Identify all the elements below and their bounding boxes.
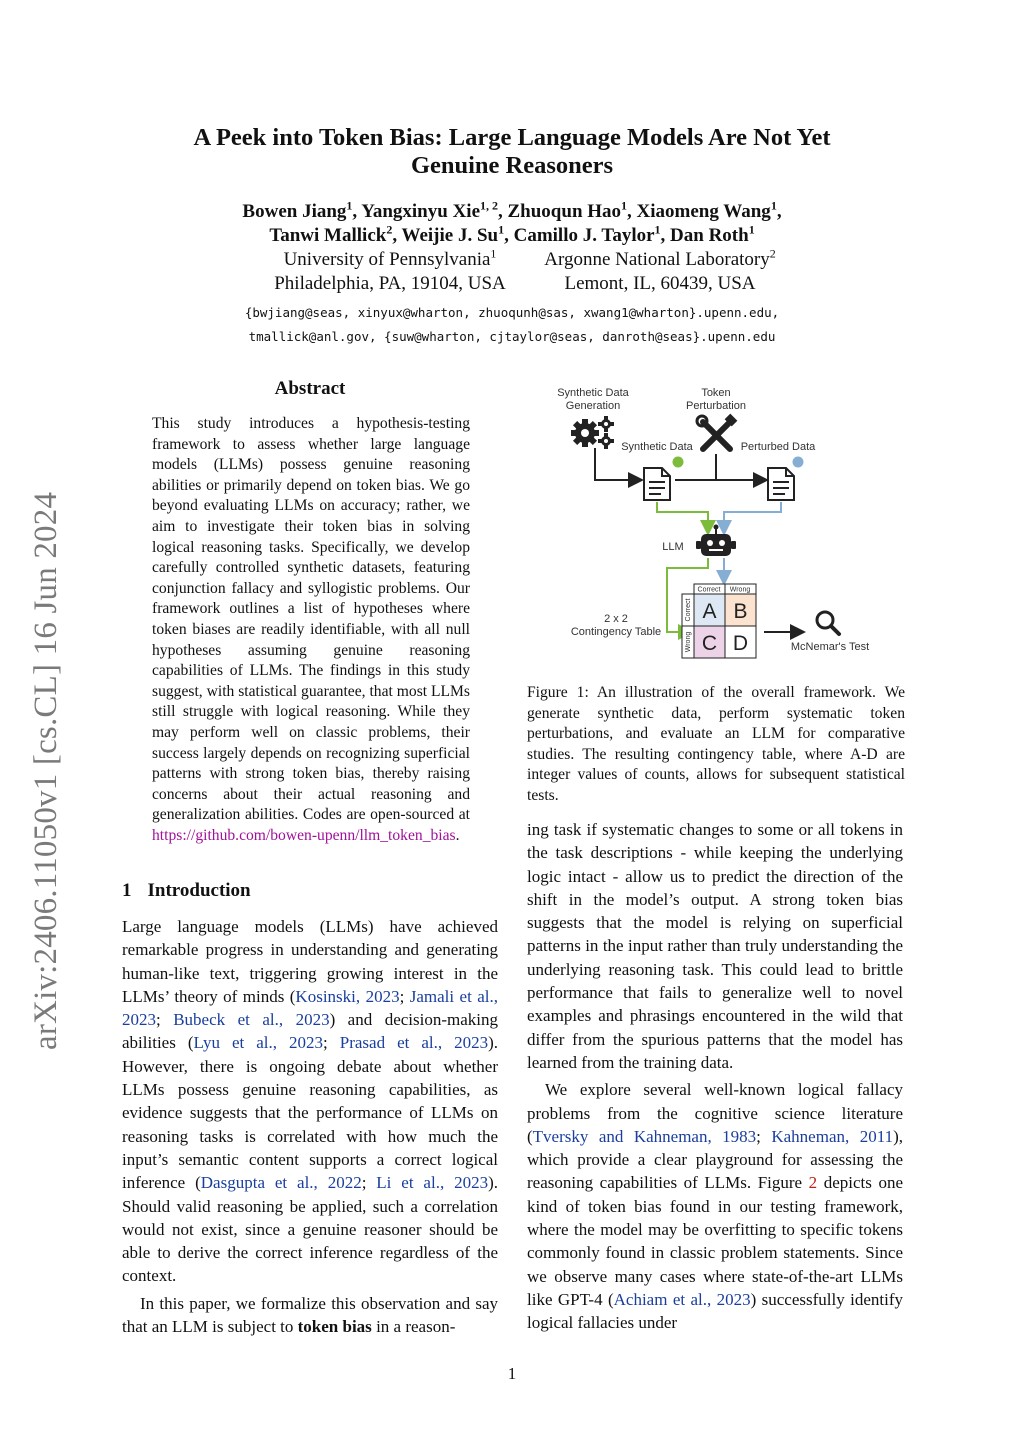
label-token-perturbation-1: Token	[701, 387, 731, 399]
label-token-perturbation-2: Perturbation	[686, 400, 746, 412]
cite-sep: ,	[278, 1010, 296, 1030]
cite-year: 2023	[122, 1010, 156, 1030]
cite-author: Lyu et al.	[193, 1033, 273, 1053]
cite-author: Bubeck et al.	[173, 1010, 279, 1030]
citation-kahneman[interactable]	[771, 1127, 893, 1146]
affiliation-address: Philadelphia, PA, 19104, USA	[274, 273, 506, 294]
author-affil: 2	[386, 222, 393, 237]
label-llm: LLM	[662, 541, 684, 553]
text-run: We explore several well-known logical fallacy problems from the cognitive science literature (	[527, 1080, 903, 1146]
bold-term: token bias	[297, 1317, 372, 1337]
label-synthetic-generation-1: Synthetic Data	[557, 387, 629, 399]
table-col-correct: Correct	[697, 586, 721, 594]
text-run: ;	[323, 1033, 340, 1053]
cite-sep: ,	[272, 1033, 290, 1053]
perturbed-document-icon	[768, 468, 794, 500]
text-run: ). Should valid reasoning be applied, such a correlation would not exist, since a genuine reasoner should be able to derive the correct inference regardless of the context.	[122, 1173, 499, 1286]
citation-achiam[interactable]	[614, 1290, 751, 1309]
text-run: ), which provide a clear playground for assessing the reasoning capabilities of LLMs. Figure	[527, 1126, 903, 1193]
cite-author: Dasgupta et al.	[200, 1173, 314, 1193]
cite-year: 2023	[365, 986, 400, 1006]
cite-sep: ,	[706, 1289, 717, 1309]
cite-author: Jamali et al.	[409, 986, 494, 1006]
author-affil: 1	[770, 198, 777, 213]
affiliation-anl	[520, 248, 800, 296]
author-name: Weijie J. Su	[401, 225, 499, 246]
author-affil: 1	[498, 222, 505, 237]
table-row-correct: Correct	[685, 598, 692, 622]
citation-dasgupta[interactable]	[201, 1173, 362, 1192]
section-number: 1	[122, 880, 132, 901]
intro-paragraph-4	[527, 1078, 903, 1334]
email-line-1: {bwjiang@seas, xinyux@wharton, zhuoqunh@sas, xwang1@wharton}.upenn.edu,	[244, 305, 780, 320]
title-line-1: A Peek into Token Bias: Large Language Models Are Not Yet	[193, 124, 831, 151]
table-row-wrong: Wrong	[685, 631, 692, 653]
label-table-size: 2 x 2	[604, 613, 628, 625]
cite-year: 2023	[289, 1033, 324, 1053]
arrow-synthetic-to-llm	[657, 502, 708, 532]
author-affil: 1	[346, 198, 353, 213]
cite-year: 2023	[716, 1289, 751, 1309]
cite-author: Li et al.	[376, 1173, 440, 1193]
cite-year: 2023	[454, 1173, 489, 1193]
citation-bubeck[interactable]	[173, 1010, 329, 1029]
arrow-perturbation-to-data	[716, 454, 765, 480]
cite-year: 2011	[859, 1126, 894, 1146]
abstract-text: This study introduces a hypothesis-testing framework to assess whether large language models (LLMs) possess genuine reasoning abilities or primarily depend on token bias. We go beyond evaluating LLMs on accuracy; rather, we aim to investigate their token bias in solving logical reasoning tasks. Specifically, we develop carefully controlled synthetic datasets, featuring conjunction fallacy and syllogistic problems. Our framework outlines a list of hypotheses where token biases are readily identifiable, with all null hypotheses assuming genuine reasoning capabilities of LLMs. The findings in this study suggest, with statistical guarantee, that most LLMs still struggle with logical reasoning. While they may perform well on classic problems, their success largely depends on recognizing superficial patterns with strong token bias, thereby raising concerns about their actual reasoning and generalization abilities. Codes are open-sourced at	[152, 415, 470, 824]
synthetic-data-dot	[673, 457, 684, 468]
author-affil: 1	[748, 222, 755, 237]
author-affil: 1	[621, 198, 628, 213]
author-name: Xiaomeng Wang	[636, 201, 771, 222]
paper-title	[120, 124, 904, 180]
cite-sep: ,	[707, 1126, 723, 1146]
intro-paragraph-1	[122, 915, 498, 1288]
affiliation-sup: 2	[769, 246, 776, 261]
cite-sep: ,	[845, 1126, 860, 1146]
citation-li[interactable]	[376, 1173, 488, 1192]
text-run: Large language models (LLMs) have achieved remarkable progress in understanding and generating human-like text, triggering growing interest in the LLMs’ theory of minds (	[122, 917, 498, 1006]
author-name: Tanwi Mallick	[269, 225, 387, 246]
cite-sep: ,	[437, 1033, 455, 1053]
text-run: ;	[399, 986, 410, 1006]
cite-sep: ,	[313, 1173, 328, 1193]
section-title: Introduction	[147, 880, 251, 901]
abstract-body	[152, 414, 470, 846]
text-run: ;	[156, 1010, 174, 1030]
gears-icon	[571, 416, 614, 449]
author-affil: 1, 2	[480, 198, 498, 213]
text-run: ) and decision-making abilities (	[122, 1010, 499, 1053]
section-heading-introduction	[122, 880, 251, 902]
label-synthetic-generation-2: Generation	[565, 400, 621, 412]
email-line-2: tmallick@anl.gov, {suw@wharton, cjtaylor@seas, danroth@seas}.upenn.edu	[248, 329, 776, 344]
contingency-table	[682, 584, 756, 658]
affiliation-penn	[250, 248, 530, 296]
cite-author: Achiam et al.	[613, 1289, 707, 1309]
citation-lyu[interactable]	[194, 1033, 324, 1052]
perturbed-data-dot	[793, 457, 804, 468]
synthetic-document-icon	[644, 468, 670, 500]
text-run: ) successfully identify logical fallacies under	[527, 1289, 903, 1333]
citation-kosinski[interactable]	[295, 987, 399, 1006]
magnifier-icon	[817, 612, 839, 634]
cite-year: 2023	[295, 1010, 330, 1030]
intro-right-column	[527, 818, 903, 1339]
text-run: ). However, there is ongoing debate about whether LLMs possess genuine reasoning capabilities, as evidence suggests that the performance of LLMs on reasoning tasks is correlated with how much the input’s semantic content supports a correct logical inference (	[122, 1033, 499, 1193]
author-line-1: Bowen Jiang$^1$, Yangxinyu Xie$^{1, 2}$, Zhuoqun Hao$^1$, Xiaomeng Wang$^1$,	[242, 198, 782, 222]
title-line-2: Genuine Reasoners	[410, 152, 614, 179]
affiliation-sup: 1	[490, 246, 497, 261]
text-run: ;	[361, 1173, 377, 1193]
text-run: ;	[756, 1126, 772, 1146]
cell-c: C	[701, 632, 718, 655]
arxiv-identifier: arXiv:2406.11050v1 [cs.CL] 16 Jun 2024	[28, 491, 64, 1050]
cite-sep: ,	[439, 1173, 455, 1193]
cell-b: B	[733, 600, 748, 623]
cite-sep: ,	[355, 986, 366, 1006]
page-number: 1	[507, 1364, 517, 1383]
abstract-heading: Abstract	[274, 378, 346, 399]
author-name: Yangxinyu Xie	[361, 201, 480, 222]
affiliation-name: Argonne National Laboratory	[544, 249, 770, 270]
cite-year: 2022	[327, 1173, 362, 1193]
author-line-2: Tanwi Mallick$^2$, Weijie J. Su$^1$, Camillo J. Taylor$^1$, Dan Roth$^1$	[269, 222, 755, 246]
author-emails	[120, 301, 904, 349]
intro-paragraph-2	[122, 1292, 498, 1339]
cite-author: Tversky and Kahneman	[532, 1126, 708, 1146]
robot-icon	[696, 525, 736, 557]
author-list	[120, 200, 904, 248]
author-name: Bowen Jiang	[242, 201, 347, 222]
arrow-perturbed-to-llm	[724, 502, 781, 532]
code-link[interactable]: https://github.com/bowen-upenn/llm_token_bias	[152, 826, 456, 844]
intro-paragraph-3: ing task if systematic changes to some or all tokens in the task descriptions - while keeping the underlying logic intact - allow us to predict the direction of the shift in the model’s output. A strong token bias suggests that the model is relying on superficial patterns in the input rather than truly understanding the underlying reasoning task. This could lead to brittle performance that fails to generalize well to novel examples and phrasings encountered in the wild that differ from the spurious patterns that the model has learned from the training data.	[527, 820, 903, 1072]
label-contingency-table: Contingency Table	[570, 626, 662, 638]
cite-sep: ,	[493, 986, 498, 1006]
tools-icon	[697, 414, 737, 449]
citation-tversky[interactable]	[533, 1127, 757, 1146]
label-synthetic-data: Synthetic Data	[621, 441, 693, 453]
cell-d: D	[732, 632, 749, 655]
text-run: In this paper, we formalize this observation and say that an LLM is subject to	[122, 1293, 498, 1337]
abstract-end: .	[455, 826, 460, 844]
framework-figure	[540, 378, 910, 668]
author-name: Zhuoqun Hao	[507, 201, 622, 222]
cite-year: 2023	[454, 1033, 489, 1053]
table-col-wrong: Wrong	[729, 586, 751, 594]
cell-a: A	[702, 600, 717, 623]
cite-author: Prasad et al.	[339, 1033, 438, 1053]
label-perturbed-data: Perturbed Data	[740, 441, 816, 453]
author-affil: 1	[654, 222, 661, 237]
text-run: in a reason-	[371, 1317, 456, 1337]
author-name: Dan Roth	[670, 225, 749, 246]
affiliation-name: University of Pennsylvania	[283, 249, 491, 270]
label-mcnemar-test: McNemar's Test	[790, 641, 870, 653]
intro-left-column	[122, 915, 498, 1342]
cite-author: Kosinski	[295, 986, 356, 1006]
cite-year: 1983	[722, 1126, 757, 1146]
figure-2-reference[interactable]: 2	[808, 1173, 818, 1193]
citation-prasad[interactable]	[340, 1033, 488, 1052]
cite-author: Kahneman	[771, 1126, 845, 1146]
affiliation-address: Lemont, IL, 60439, USA	[564, 273, 756, 294]
figure-1-caption: Figure 1: An illustration of the overall framework. We generate synthetic data, perform systematic token perturbations, and evaluate an LLM for comparative studies. The resulting contingency table, where A-D are integer values of counts, allows for subsequent statistical tests.	[527, 684, 905, 804]
author-name: Camillo J. Taylor	[513, 225, 655, 246]
text-run: depicts one kind of token bias found in our testing framework, where the model may be overfitting to specific tokens commonly found in classic problem statements. Since we observe many cases where state-of-the-art LLMs like GPT-4 (	[527, 1173, 903, 1309]
